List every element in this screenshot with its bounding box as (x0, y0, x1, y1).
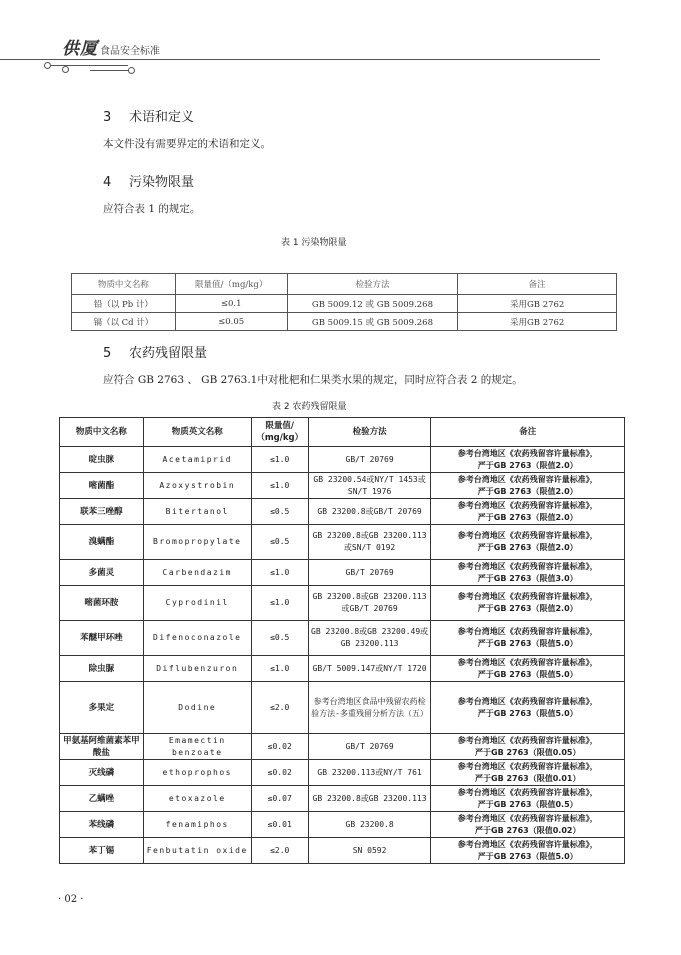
table-header-cell: 备注 (431, 418, 625, 447)
note-line: 严于GB 2763（限值2.0） (477, 604, 578, 613)
section-title: 术语和定义 (129, 110, 195, 125)
table-cell-note (431, 786, 625, 812)
section-number: 5 (103, 346, 112, 361)
table-cell-limit: ≤0.02 (251, 734, 308, 760)
table-row (60, 525, 625, 560)
table-cell-en: Carbendazim (143, 560, 251, 586)
table-cell: 铅（以 Pb 计） (72, 295, 176, 313)
table-cell-limit: ≤1.0 (251, 656, 308, 682)
page-header (0, 0, 681, 80)
section-3-text: 本文件没有需要界定的术语和定义。 (103, 138, 271, 150)
note-line: 参考台湾地区《农药残留容许量标准》， (457, 500, 598, 510)
table-cell-limit: ≤2.0 (251, 682, 308, 734)
table-cell-note (431, 682, 625, 734)
table-cell-limit: ≤0.07 (251, 786, 308, 812)
header-rule-short-2 (90, 70, 130, 71)
note-line: 参考台湾地区《农药残留容许量标准》， (457, 696, 598, 706)
note-line: 严于GB 2763（限值3.0） (477, 573, 578, 583)
table-row (60, 560, 625, 586)
table-cell-limit: ≤0.01 (251, 812, 308, 838)
table-cell-note (431, 586, 625, 621)
table-cell-en: fenamiphos (143, 812, 251, 838)
table-cell-method: SN 0592 (308, 838, 431, 864)
table-cell-method: GB/T 5009.147或NY/T 1720 (308, 656, 431, 682)
note-line: 严于GB 2763（限值2.0） (477, 512, 578, 522)
table-cell-cn: 除虫脲 (60, 656, 144, 682)
table-cell-cn: 多果定 (60, 682, 144, 734)
note-line: 参考台湾地区《农药残留容许量标准》， (457, 787, 598, 797)
table-row (60, 734, 625, 760)
header-ornament-circle (62, 66, 69, 73)
table-cell-cn: 苯醚甲环唑 (60, 621, 144, 656)
table-cell: 镉（以 Cd 计） (72, 313, 176, 331)
table-cell-note (431, 734, 625, 760)
table-cell-method: GB 23200.8或GB/T 20769 (308, 499, 431, 525)
section-number: 3 (103, 110, 112, 125)
table-cell-method: GB 23200.113或NY/T 761 (308, 760, 431, 786)
table-cell-cn: 嘧菌环胺 (60, 586, 144, 621)
table-cell-note (431, 525, 625, 560)
note-line: 参考台湾地区《农药残留容许量标准》， (457, 448, 598, 458)
note-line: 严于GB 2763（限值2.0） (477, 543, 578, 552)
table-cell-method: GB 23200.8或GB 23200.113或SN/T 0192 (308, 525, 431, 560)
table-cell-method: GB 23200.8或GB 23200.113或GB/T 20769 (308, 586, 431, 621)
table-row (60, 812, 625, 838)
table-cell-en: ethoprophos (143, 760, 251, 786)
section-title: 农药残留限量 (129, 346, 208, 361)
note-line: 严于GB 2763（限值0.02） (475, 825, 581, 835)
table-cell-note (431, 621, 625, 656)
table-row (60, 838, 625, 864)
table-header-cell: 限量值/（mg/kg） (251, 418, 308, 447)
table-header-cell: 物质英文名称 (143, 418, 251, 447)
page-number: · 02 · (58, 894, 84, 905)
table-cell-limit: ≤1.0 (251, 586, 308, 621)
note-line: 严于GB 2763（限值2.0） (477, 486, 578, 496)
table-cell-cn: 联苯三唑醇 (60, 499, 144, 525)
note-line: 严于GB 2763（限值5.0） (477, 708, 578, 718)
section-4-text: 应符合表 1 的规定。 (103, 203, 201, 215)
note-line: 参考台湾地区《农药残留容许量标准》， (457, 531, 598, 540)
table-cell-limit: ≤1.0 (251, 473, 308, 499)
table-cell: 采用GB 2762 (458, 295, 617, 313)
table-cell-en: Azoxystrobin (143, 473, 251, 499)
table-cell-limit: ≤0.5 (251, 499, 308, 525)
table-cell-en: Emamectin benzoate (143, 734, 251, 760)
section-5-text: 应符合 GB 2763 、 GB 2763.1中对枇杷和仁果类水果的规定，同时应符合表 2 的规定。 (103, 374, 523, 386)
table-row (60, 586, 625, 621)
header-ornament-circle (128, 67, 135, 74)
table-header-cell: 限量值/（mg/kg） (175, 274, 287, 295)
note-line: 参考台湾地区《农药残留容许量标准》， (457, 627, 598, 636)
note-line: 参考台湾地区《农药残留容许量标准》， (457, 592, 598, 601)
table-cell-cn: 多菌灵 (60, 560, 144, 586)
note-line: 参考台湾地区《农药残留容许量标准》， (457, 761, 598, 771)
table-row (60, 786, 625, 812)
table-cell-note (431, 473, 625, 499)
table-cell-method: GB/T 20769 (308, 447, 431, 473)
table-1-caption: 表 1 污染物限量 (281, 238, 347, 248)
table-cell: GB 5009.15 或 GB 5009.268 (287, 313, 458, 331)
table-cell-note (431, 447, 625, 473)
table-cell-method: GB 23200.8 (308, 812, 431, 838)
section-title: 污染物限量 (129, 175, 195, 190)
table-cell: ≤0.05 (175, 313, 287, 331)
table-cell-en: Diflubenzuron (143, 656, 251, 682)
section-heading-3 (103, 106, 194, 125)
header-subtitle: 食品安全标准 (100, 46, 160, 57)
table-cell-cn: 乙螨唑 (60, 786, 144, 812)
table-cell-en: Fenbutatin oxide (143, 838, 251, 864)
table-2-body (60, 447, 625, 864)
table-cell-method: GB/T 20769 (308, 734, 431, 760)
table-header-cell: 物质中文名称 (60, 418, 144, 447)
table-cell-method: GB 23200.8或GB 23200.49或GB 23200.113 (308, 621, 431, 656)
table-cell-en: etoxazole (143, 786, 251, 812)
table-header-cell: 备注 (458, 274, 617, 295)
note-line: 参考台湾地区《农药残留容许量标准》， (457, 839, 598, 849)
table-2-pesticide-residues (59, 417, 625, 864)
note-line: 参考台湾地区《农药残留容许量标准》， (457, 735, 598, 745)
note-line: 严于GB 2763（限值2.0） (477, 460, 578, 470)
table-header-cell: 检验方法 (308, 418, 431, 447)
note-line: 参考台湾地区《农药残留容许量标准》， (457, 657, 598, 667)
table-cell-limit: ≤2.0 (251, 838, 308, 864)
table-cell-note (431, 760, 625, 786)
section-heading-4 (103, 171, 194, 190)
table-cell-method: GB 23200.8或GB 23200.113 (308, 786, 431, 812)
header-ornament-circle (44, 62, 51, 69)
section-number: 4 (103, 175, 112, 190)
table-cell-limit: ≤1.0 (251, 560, 308, 586)
table-cell: GB 5009.12 或 GB 5009.268 (287, 295, 458, 313)
table-row (60, 473, 625, 499)
table-row (60, 760, 625, 786)
table-cell-note (431, 560, 625, 586)
table-cell-note (431, 499, 625, 525)
table-cell-cn: 苯丁锡 (60, 838, 144, 864)
note-line: 参考台湾地区《农药残留容许量标准》， (457, 561, 598, 571)
table-row (60, 682, 625, 734)
header-rule-short (50, 65, 128, 66)
table-cell-note (431, 812, 625, 838)
table-header-row (60, 418, 625, 447)
table-row (72, 313, 617, 331)
note-line: 严于GB 2763（限值0.01） (475, 773, 581, 783)
table-1-contaminants (71, 273, 617, 331)
table-cell-en: Dodine (143, 682, 251, 734)
table-header-row (72, 274, 617, 295)
table-cell-cn: 溴螨酯 (60, 525, 144, 560)
table-cell: 采用GB 2762 (458, 313, 617, 331)
table-header-cell: 检验方法 (287, 274, 458, 295)
note-line: 严于GB 2763（限值0.05） (475, 747, 581, 757)
table-header-cell: 物质中文名称 (72, 274, 176, 295)
table-cell-limit: ≤0.5 (251, 621, 308, 656)
table-row (60, 621, 625, 656)
table-cell-cn: 啶虫脒 (60, 447, 144, 473)
table-cell-limit: ≤0.02 (251, 760, 308, 786)
table-cell-en: Bitertanol (143, 499, 251, 525)
table-cell-en: Acetamiprid (143, 447, 251, 473)
table-row (60, 499, 625, 525)
header-rule (0, 59, 600, 60)
table-cell-method: GB/T 20769 (308, 560, 431, 586)
note-line: 严于GB 2763（限值0.5） (477, 799, 578, 809)
note-line: 严于GB 2763（限值5.0） (477, 851, 578, 861)
note-line: 参考台湾地区《农药残留容许量标准》， (457, 813, 598, 823)
table-row (60, 447, 625, 473)
note-line: 参考台湾地区《农药残留容许量标准》， (457, 474, 598, 484)
table-cell-en: Difenoconazole (143, 621, 251, 656)
table-cell-cn: 苯线磷 (60, 812, 144, 838)
table-cell-cn: 甲氨基阿维菌素苯甲酸盐 (60, 734, 144, 760)
section-heading-5 (103, 342, 207, 361)
table-cell-method: 参考台湾地区食品中残留农药检验方法-多重残留分析方法（五） (308, 682, 431, 734)
table-row (60, 656, 625, 682)
table-cell-method: GB 23200.54或NY/T 1453或SN/T 1976 (308, 473, 431, 499)
note-line: 严于GB 2763（限值5.0） (477, 639, 578, 648)
table-cell-note (431, 838, 625, 864)
table-cell-cn: 嘧菌酯 (60, 473, 144, 499)
table-cell-en: Bromopropylate (143, 525, 251, 560)
note-line: 严于GB 2763（限值5.0） (477, 669, 578, 679)
table-2-caption: 表 2 农药残留限量 (272, 402, 347, 412)
table-cell-note (431, 656, 625, 682)
table-cell-limit: ≤1.0 (251, 447, 308, 473)
table-cell: ≤0.1 (175, 295, 287, 313)
table-row (72, 295, 617, 313)
table-cell-cn: 灭线磷 (60, 760, 144, 786)
table-cell-limit: ≤0.5 (251, 525, 308, 560)
brand-logo: 供厦 (62, 39, 98, 59)
table-cell-en: Cyprodinil (143, 586, 251, 621)
